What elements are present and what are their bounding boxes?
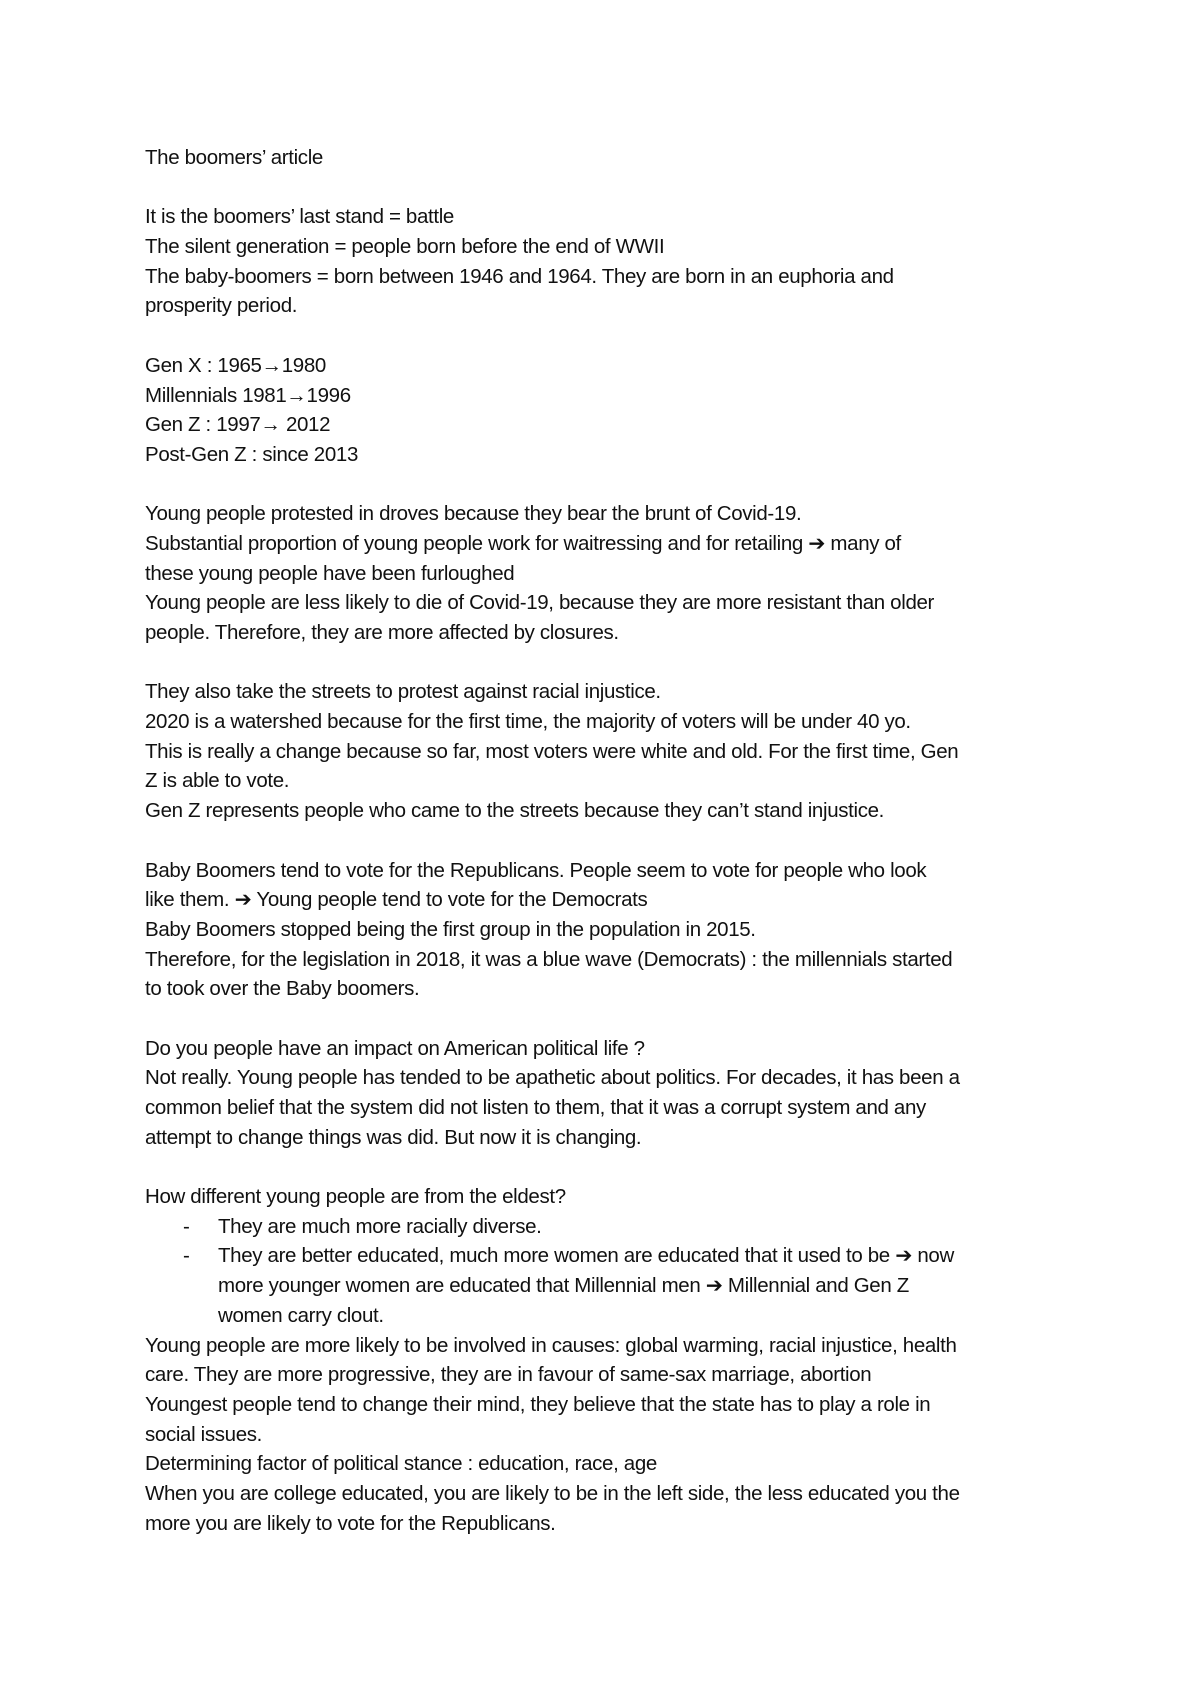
text-line: more you are likely to vote for the Republicans.	[145, 1511, 556, 1535]
text-line: Determining factor of political stance : education, race, age	[145, 1452, 657, 1476]
text-line: Baby Boomers tend to vote for the Republicans. People seem to vote for people who look	[145, 858, 927, 882]
text-line: They are better educated, much more women are educated that it used to be ➔ now	[218, 1244, 954, 1268]
text-line: Do you people have an impact on American political life ?	[145, 1036, 645, 1060]
text-line: people. Therefore, they are more affected by closures.	[145, 621, 619, 644]
text-line: Post-Gen Z : since 2013	[145, 442, 359, 466]
paragraph-voting	[145, 856, 1100, 1004]
text-line: Millennials 1981→1996	[145, 383, 351, 407]
text-line: This is really a change because so far, most voters were white and old. For the first time, Gen	[145, 739, 959, 763]
paragraph-differences	[145, 1182, 1100, 1538]
text-line: The silent generation = people born before the end of WWII	[145, 235, 665, 259]
text-line: like them. ➔ Young people tend to vote for the Democrats	[145, 888, 648, 912]
text-line: Gen Z : 1997→ 2012	[145, 413, 331, 437]
text-line: care. They are more progressive, they are in favour of same-sax marriage, abortion	[145, 1363, 872, 1387]
paragraph-gap	[145, 648, 1100, 678]
text-line: When you are college educated, you are likely to be in the left side, the less educated you the	[145, 1481, 960, 1505]
paragraph-racial-injustice	[145, 677, 1100, 825]
paragraph-generations-intro	[145, 202, 1100, 321]
paragraph-gap	[145, 826, 1100, 856]
text-line: social issues.	[145, 1422, 263, 1446]
paragraph-gap	[145, 1152, 1100, 1182]
bullet-item	[145, 1241, 1100, 1330]
paragraph-generation-ranges	[145, 351, 1100, 470]
paragraph-political-impact	[145, 1034, 1100, 1153]
text-line: They also take the streets to protest against racial injustice.	[145, 680, 661, 704]
text-line: Z is able to vote.	[145, 769, 290, 793]
paragraph-gap	[145, 321, 1100, 351]
text-line: women carry clout.	[218, 1303, 384, 1327]
text-line: common belief that the system did not listen to them, that it was a corrupt system and any	[145, 1096, 926, 1119]
text-line: Substantial proportion of young people work for waitressing and for retailing ➔ many of	[145, 531, 901, 555]
bullet-list	[145, 1212, 1100, 1331]
text-line: Therefore, for the legislation in 2018, it was a blue wave (Democrats) : the millennials started	[145, 947, 953, 971]
text-line: to took over the Baby boomers.	[145, 977, 420, 1001]
paragraph-gap	[145, 470, 1100, 500]
document-title: The boomers’ article	[145, 146, 323, 169]
text-line: Baby Boomers stopped being the first group in the population in 2015.	[145, 917, 756, 941]
bullet-dash: -	[183, 1214, 190, 1238]
text-line: It is the boomers’ last stand = battle	[145, 205, 454, 229]
text-line: prosperity period.	[145, 294, 298, 318]
bullet-dash: -	[183, 1244, 190, 1268]
text-line: 2020 is a watershed because for the first time, the majority of voters will be under 40 yo.	[145, 710, 911, 734]
text-line: How different young people are from the eldest?	[145, 1185, 566, 1209]
text-line: more younger women are educated that Millennial men ➔ Millennial and Gen Z	[218, 1274, 909, 1298]
text-line: Gen X : 1965→1980	[145, 353, 326, 377]
text-line: these young people have been furloughed	[145, 561, 515, 585]
text-line: Not really. Young people has tended to be apathetic about politics. For decades, it has been a	[145, 1066, 960, 1090]
text-line: They are much more racially diverse.	[218, 1214, 542, 1238]
text-line: Young people protested in droves because they bear the brunt of Covid-19.	[145, 502, 802, 526]
text-line: Young people are less likely to die of Covid-19, because they are more resistant than older	[145, 591, 935, 615]
text-line: Gen Z represents people who came to the streets because they can’t stand injustice.	[145, 799, 884, 823]
text-line: attempt to change things was did. But now it is changing.	[145, 1125, 642, 1149]
paragraph-gap	[145, 173, 1100, 203]
text-line: Young people are more likely to be involved in causes: global warming, racial injustice, health	[145, 1333, 957, 1357]
text-line: The baby-boomers = born between 1946 and 1964. They are born in an euphoria and	[145, 264, 894, 288]
paragraph-covid	[145, 499, 1100, 647]
text-line: Youngest people tend to change their mind, they believe that the state has to play a role in	[145, 1392, 931, 1416]
paragraph-gap	[145, 1004, 1100, 1034]
bullet-item	[145, 1212, 1100, 1242]
